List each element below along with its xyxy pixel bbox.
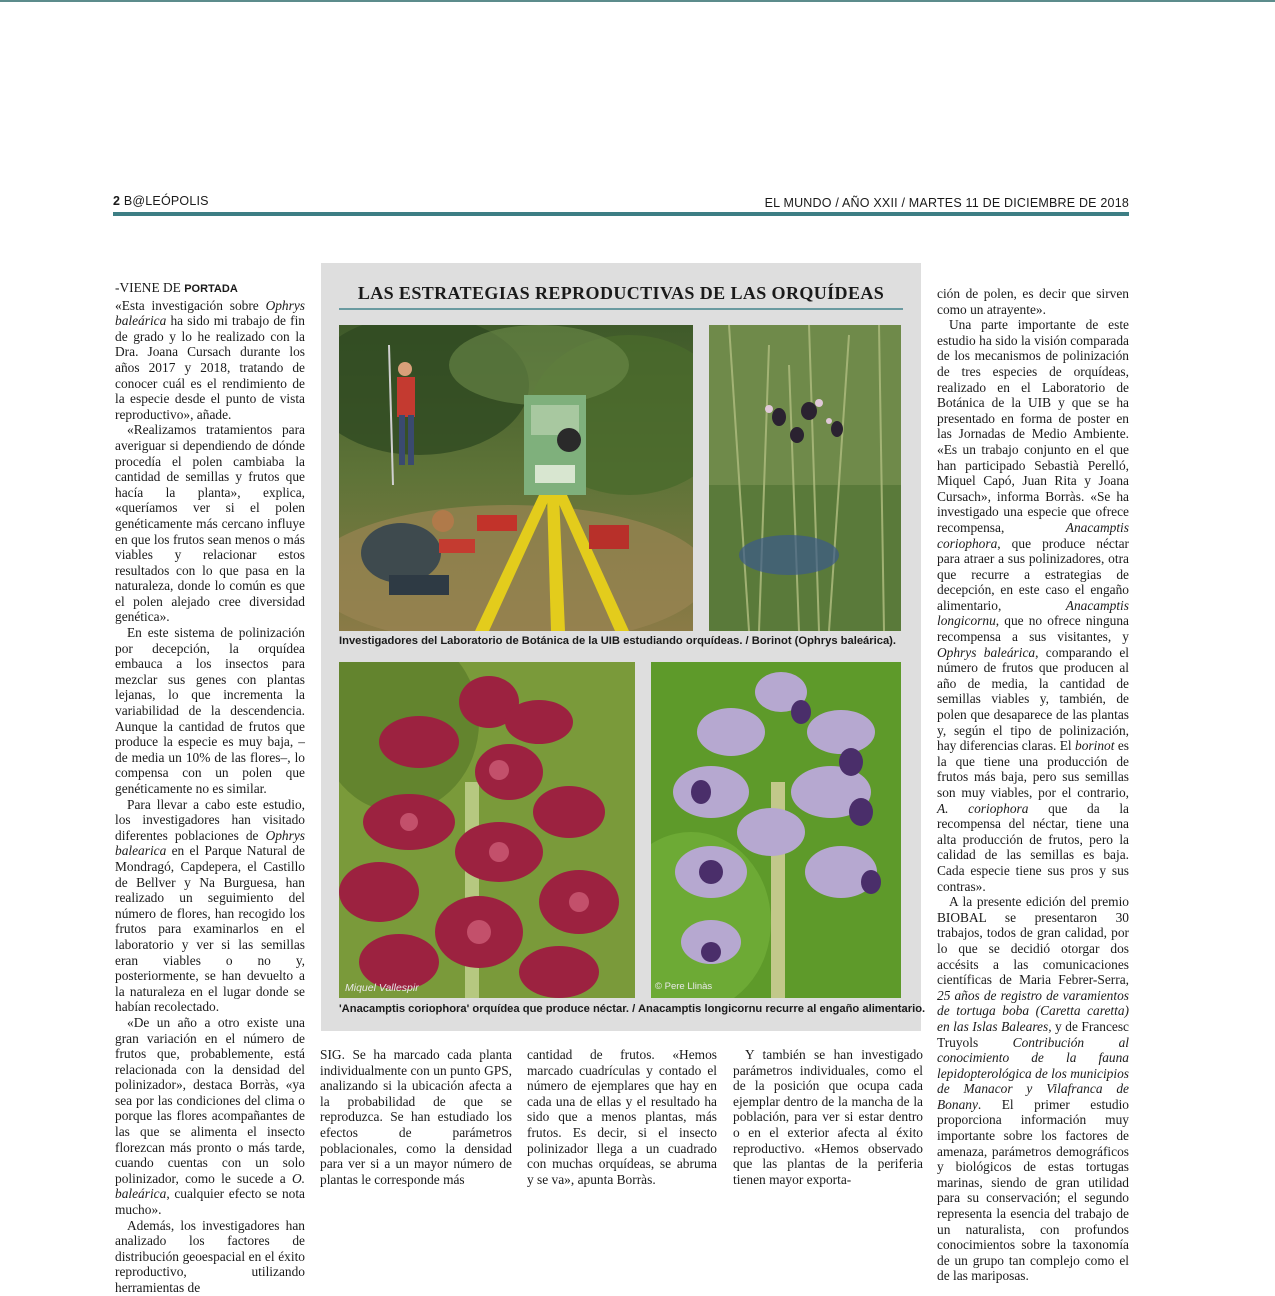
section-tag [113, 194, 209, 208]
page-header [113, 192, 1129, 214]
photo-credit-left: Miquel Vallespir [345, 982, 419, 994]
kicker-prefix: -VIENE DE [115, 280, 181, 295]
paragraph: «Esta investigación sobre Ophrys baleárica ha sido mi trabajo de fin de grado y lo he realizado con la Dra. Joana Cursach durante los años 2017 y 2018, tratando de conocer cuál es el rendimiento de la especie desde el punto de vista reproductivo», añade. [115, 297, 305, 422]
article-column-2 [320, 1047, 512, 1187]
paragraph: Y también se han investigado parámetros individuales, como el de la posición que ocupa cada ejemplar dentro de la mancha de la población, para ver si estar dentro o en el exterior afecta al éxito reproductivo. «Hemos observado que las plantas de la periferia tienen mayor exporta- [733, 1047, 923, 1187]
page-number: 2 [113, 194, 121, 208]
photo-borinot [709, 325, 901, 631]
caption-bottom: 'Anacamptis coriophora' orquídea que produce néctar. / Anacamptis longicornu recurre al engaño alimentario. [339, 1003, 926, 1015]
paragraph: Para llevar a cabo este estudio, los investigadores han visitado diferentes poblaciones de Ophrys balearica en el Parque Natural de Mondragó, Capdepera, el Castillo de Bellver y Na Burguesa, han realizado un seguimiento del número de flores, han recogido los frutos para examinarlos en el laboratorio y ver si las semillas eran viables o no y, posteriormente, se han devuelto a la naturaleza en el lugar donde se habían recolectado. [115, 796, 305, 1015]
photo-anacamptis-coriophora [339, 662, 635, 998]
box-title-rule [339, 308, 903, 310]
article-column-5 [937, 286, 1129, 1284]
kicker [115, 280, 305, 298]
kicker-portada: PORTADA [184, 283, 238, 295]
paragraph: cantidad de frutos. «Hemos marcado cuadrículas y contado el número de ejemplares que hay en cada una de ellas y el resultado ha sido que a menos plantas, más frutos. Es decir, si el insecto polinizador llega a un cuadrado con muchas orquídeas, se abruma y se va», apunta Borràs. [527, 1047, 717, 1187]
article-column-1 [115, 280, 305, 1296]
top-border-line [0, 0, 1275, 2]
header-rule [113, 212, 1129, 216]
paragraph: SIG. Se ha marcado cada planta individualmente con un punto GPS, analizando si la ubicación afecta a la probabilidad de que se reproduzca. Se han estudiado los efectos de parámetros poblacionales, como la densidad para ver si a un mayor número de plantas le corresponde más [320, 1047, 512, 1187]
paragraph: Una parte importante de este estudio ha sido la visión comparada de los mecanismos de polinización de tres especies de orquídeas, realizado en el Laboratorio de Botánica de la UIB y que se ha presentado en forma de poster en las Jornadas de Medio Ambiente. «Es un trabajo conjunto en el que han participado Sebastià Perelló, Miquel Capó, Juan Rita y Joana Cursach», informa Borràs. «Se ha investigado una especie que ofrece recompensa, Anacamptis coriophora, que produce néctar para atraer a sus polinizadores, otra que recurre a estrategias de decepción, en este caso el engaño alimentario, Anacamptis longicornu, que no ofrece ninguna recompensa a sus visitantes, y Ophrys baleárica, comparando el número de frutos que producen al año de media, la cantidad de semillas viables y, también, de polen que desaparece de las plantas y, según el tipo de polinización, hay diferencias claras. El borinot es la que tiene una producción de frutos más baja, pero sus semillas son muy viables, por el contrario, A. coriophora que da la recompensa del néctar, tiene una alta producción de frutos, pero la calidad de las semillas es baja. Cada especie tiene sus pros y sus contras». [937, 317, 1129, 894]
paragraph: A la presente edición del premio BIOBAL se presentaron 30 trabajos, todos de gran calidad, por lo que se decidió otorgar dos accésits a las comunicaciones científicas de Maria Febrer-Serra, 25 años de registro de varamientos de tortuga boba (Caretta caretta) en las Islas Baleares, y de Francesc Truyols Contribución al conocimiento de la fauna lepidopterológica de los municipios de Manacor y Vilafranca de Bonany. El primer estudio proporciona información muy importante sobre los factores de amenaza, parámetros demográficos y biológicos de estas tortugas marinas, siendo de gran utilidad para su conservación; el segundo representa la esencia del trabajo de un naturalista, con profundos conocimientos sobre la taxonomía de un grupo tan complejo como el de las mariposas. [937, 894, 1129, 1284]
article-column-3 [527, 1047, 717, 1187]
dateline: EL MUNDO / AÑO XXII / MARTES 11 DE DICIEMBRE DE 2018 [764, 196, 1129, 210]
photo-box [321, 263, 926, 1031]
paragraph: ción de polen, es decir que sirven como un atrayente». [937, 286, 1129, 317]
paragraph: «De un año a otro existe una gran variación en el número de frutos que, probablemente, está relacionada con la densidad del polinizador», destaca Borràs, «ya sea por las condiciones del clima o porque las flores acompañantes de las que se alimenta el insecto florezcan más pronto o más tarde, cuando cuentas con un solo polinizador, como le sucede a O. baleárica, cualquier efecto se nota mucho». [115, 1014, 305, 1218]
photo-researchers [339, 325, 693, 631]
photo-credit-right: © Pere Llinàs [655, 981, 713, 992]
article-column-4 [733, 1047, 923, 1187]
section-name: B@LEÓPOLIS [123, 194, 209, 208]
paragraph: Además, los investigadores han analizado los factores de distribución geoespacial en el éxito reproductivo, utilizando herramientas de [115, 1217, 305, 1295]
paragraph: En este sistema de polinización por decepción, la orquídea embauca a los insectos para mezclar sus genes con plantas lejanas, lo que incrementa la variabilidad de la descendencia. Aunque la cantidad de frutos que produce la especie es muy baja, –de media un 10% de las flores–, lo compensa con un polen que genéticamente no es similar. [115, 625, 305, 796]
box-title: LAS ESTRATEGIAS REPRODUCTIVAS DE LAS ORQUÍDEAS [357, 283, 885, 303]
caption-top: Investigadores del Laboratorio de Botánica de la UIB estudiando orquídeas. / Borinot (Ophrys baleárica). [339, 635, 896, 647]
paragraph: «Realizamos tratamientos para averiguar si dependiendo de dónde procedía el polen cambiaba la cantidad de semillas y frutos que hacía la planta», explica, «queríamos ver si el polen genéticamente más cercano influye en que los frutos sean menos o más viables y relacionar estos resultados con lo que pasa en la naturaleza, donde lo común es que el polen alejado cree diversidad genética». [115, 422, 305, 625]
photo-anacamptis-longicornu [651, 662, 901, 998]
